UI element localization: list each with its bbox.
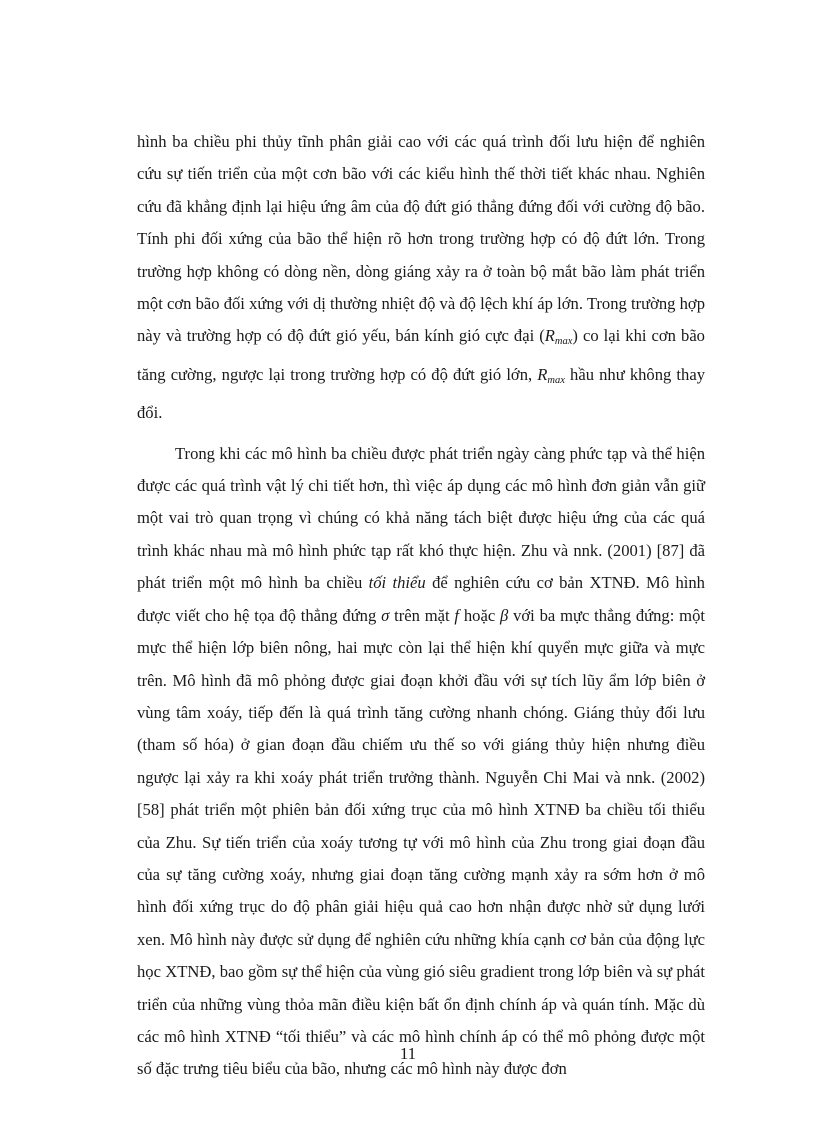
paragraph-2-text-e: với ba mực thẳng đứng: một mực thể hiện lớp biên nông, hai mực còn lại thể hiện khí quyển mực giữa và mực trên. Mô hình đã mô phỏng được giai đoạn khởi đầu với sự tích lũy ẩm lớp biên ở vùng tâm xoáy, tiếp đến là quá trình tăng cường nhanh chóng. Giáng thủy đối lưu (tham số hóa) ở gian đoạn đầu chiếm ưu thế so với giáng thủy hiện nhưng điều ngược lại xảy ra khi xoáy phát triển trưởng thành. Nguyễn Chi Mai và nnk. (2002) [58] phát triển một phiên bản đối xứng trục của mô hình XTNĐ ba chiều tối thiểu của Zhu. Sự tiến triển của xoáy tương tự với mô hình của Zhu trong giai đoạn đầu của sự tăng cường xoáy, nhưng giai đoạn tăng cường mạnh xảy ra sớm hơn ở mô hình đối xứng trục do độ phân giải hiệu quả cao hơn nhận được nhờ sử dụng lưới xen. Mô hình này được sử dụng để nghiên cứu những khía cạnh cơ bản của động lực học XTNĐ, bao gồm sự thể hiện của vùng gió siêu gradient trong lớp biên và sự phát triển của những vùng thỏa mãn điều kiện bất ổn định chính áp và quán tính. Mặc dù các mô hình XTNĐ “tối thiểu” và các mô hình chính áp có thể mô phỏng được một số đặc trưng tiêu biểu của bão, nhưng các mô hình này được đơn bbox=[137, 605, 705, 1079]
page-number: 11 bbox=[399, 1044, 417, 1063]
document-body bbox=[137, 126, 705, 1086]
paragraph-1-text-b: ) co lại khi cơn bão tăng cường, ngược lại trong trường hợp có độ đứt gió lớn, bbox=[137, 326, 705, 384]
paragraph-1-text-c: hầu như không thay đổi. bbox=[137, 364, 705, 423]
emphasis-minimal: tối thiểu bbox=[368, 573, 426, 593]
paragraph-1-text-a: hình ba chiều phi thủy tĩnh phân giải cao với các quá trình đối lưu hiện để nghiên cứu sự tiến triển của một cơn bão với các kiểu hình thế thời tiết khác nhau. Nghiên cứu đã khẳng định lại hiệu ứng âm của độ đứt gió thẳng đứng đối với cường độ bão. Tính phi đối xứng của bão thể hiện rõ hơn trong trường hợp có độ đứt lớn. Trong trường hợp không có dòng nền, dòng giáng xảy ra ở toàn bộ mắt bão làm phát triển một cơn bão đối xứng với dị thường nhiệt độ và độ lệch khí áp lớn. Trong trường hợp này và trường hợp có độ đứt gió yếu, bán kính gió cực đại ( bbox=[137, 132, 705, 346]
paragraph-1 bbox=[137, 126, 705, 430]
r-max-symbol: $R_{max}$ bbox=[544, 326, 573, 348]
paragraph-2-text-b: để nghiên cứu cơ bản XTNĐ. Mô hình được viết cho hệ tọa độ thẳng đứng bbox=[137, 573, 705, 625]
f-symbol: f bbox=[454, 605, 460, 625]
paragraph-2-text-c: trên mặt bbox=[389, 605, 455, 625]
paragraph-2 bbox=[137, 438, 705, 1086]
sigma-symbol: σ bbox=[381, 605, 390, 625]
r-max-symbol: $R_{max}$ bbox=[537, 364, 565, 386]
beta-symbol: β bbox=[500, 605, 509, 625]
paragraph-2-text-a: Trong khi các mô hình ba chiều được phát triển ngày càng phức tạp và thể hiện được các quá trình vật lý chi tiết hơn, thì việc áp dụng các mô hình đơn giản vẫn giữ một vai trò quan trọng vì chúng có khả năng tách biệt được hiệu ứng của các quá trình khác nhau mà mô hình phức tạp rất khó thực hiện. Zhu và nnk. (2001) [87] đã phát triển một mô hình ba chiều bbox=[137, 443, 705, 593]
paragraph-2-text-d: hoặc bbox=[459, 605, 501, 625]
